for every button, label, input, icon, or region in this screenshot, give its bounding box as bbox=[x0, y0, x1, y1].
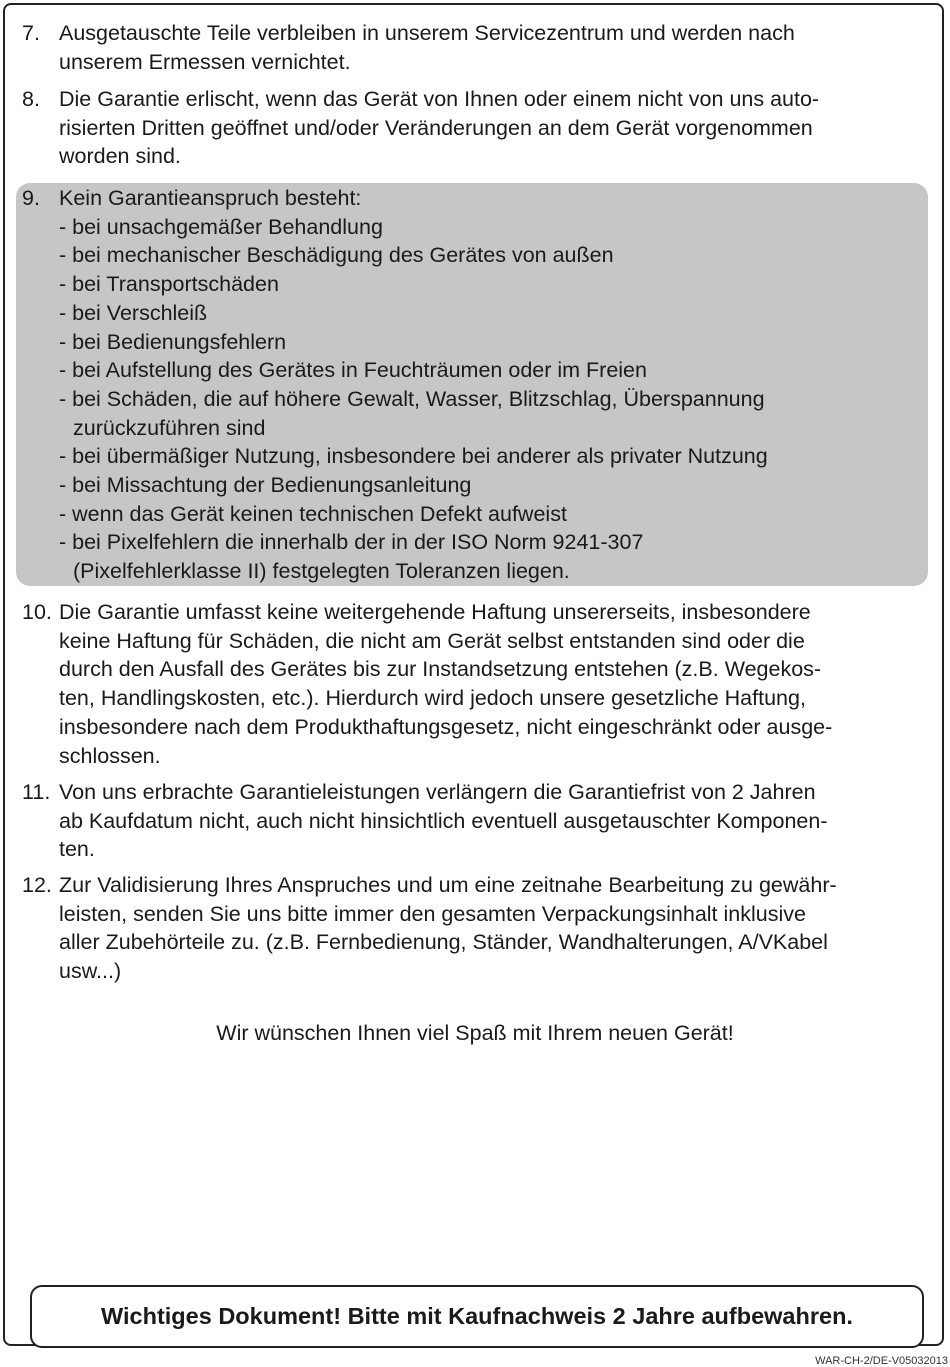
clause-line: Ausgetauschte Teile verbleiben in unserem Servicezentrum und werden nach bbox=[59, 21, 795, 45]
exclusion-item: - bei übermäßiger Nutzung, insbesondere bei anderer als privater Nutzung bbox=[59, 444, 768, 469]
clause-line: aller Zubehörteile zu. (z.B. Fernbedienung, Ständer, Wandhalterungen, A/VKabel bbox=[59, 930, 828, 955]
clause-8 bbox=[22, 85, 927, 171]
clause-line: ten. bbox=[59, 837, 95, 862]
important-notice-box bbox=[30, 1285, 924, 1348]
clause-number: 11. bbox=[22, 780, 51, 804]
clause-line: leisten, senden Sie uns bitte immer den gesamten Verpackungsinhalt inklusive bbox=[59, 901, 806, 926]
exclusion-item: - bei Pixelfehlern die innerhalb der in der ISO Norm 9241-307 bbox=[59, 530, 644, 555]
clause-heading: Kein Garantieanspruch besteht: bbox=[59, 186, 362, 210]
important-notice-text: Wichtiges Dokument! Bitte mit Kaufnachweis 2 Jahre aufbewahren. bbox=[101, 1303, 853, 1329]
exclusion-item-continued: (Pixelfehlerklasse II) festgelegten Toleranzen liegen. bbox=[73, 559, 570, 584]
clause-line: keine Haftung für Schäden, die nicht am Gerät selbst entstanden sind oder die bbox=[59, 628, 805, 653]
clause-11 bbox=[22, 778, 927, 864]
clause-line: Die Garantie erlischt, wenn das Gerät von Ihnen oder einem nicht von uns auto- bbox=[59, 87, 820, 111]
clause-12 bbox=[22, 871, 927, 986]
exclusion-item: - bei Transportschäden bbox=[59, 272, 279, 297]
clause-number: 8. bbox=[22, 87, 40, 111]
clause-line: schlossen. bbox=[59, 743, 161, 768]
clause-line: unserem Ermessen vernichtet. bbox=[59, 49, 351, 74]
closing-wish: Wir wünschen Ihnen viel Spaß mit Ihrem neuen Gerät! bbox=[216, 1021, 734, 1045]
clause-10 bbox=[22, 598, 927, 770]
clause-number: 12. bbox=[22, 873, 52, 897]
clause-number: 10. bbox=[22, 600, 52, 624]
clause-line: Zur Validisierung Ihres Anspruches und um eine zeitnahe Bearbeitung zu gewähr- bbox=[59, 873, 837, 897]
clause-9 bbox=[22, 184, 927, 586]
exclusion-item: - wenn das Gerät keinen technischen Defekt aufweist bbox=[59, 501, 567, 526]
exclusion-item: - bei Aufstellung des Gerätes in Feuchträumen oder im Freien bbox=[59, 358, 647, 383]
clause-number: 7. bbox=[22, 21, 40, 45]
exclusion-item: - bei unsachgemäßer Behandlung bbox=[59, 214, 383, 239]
exclusion-item-continued: zurückzuführen sind bbox=[73, 415, 266, 440]
exclusion-item: - bei Verschleiß bbox=[59, 300, 208, 325]
exclusion-item: - bei Bedienungsfehlern bbox=[59, 329, 287, 354]
clause-line: insbesondere nach dem Produkthaftungsgesetz, nicht eingeschränkt oder ausge- bbox=[59, 714, 833, 739]
clause-line: Die Garantie umfasst keine weitergehende Haftung unsererseits, insbesondere bbox=[59, 600, 811, 624]
clause-line: ten, Handlingskosten, etc.). Hierdurch wird jedoch unsere gesetzliche Haftung, bbox=[59, 686, 806, 711]
clause-line: usw...) bbox=[59, 959, 122, 984]
clause-line: ab Kaufdatum nicht, auch nicht hinsichtlich eventuell ausgetauschter Komponen- bbox=[59, 808, 828, 833]
clause-line: risierten Dritten geöffnet und/oder Veränderungen an dem Gerät vorgenommen bbox=[59, 115, 813, 140]
clause-line: Von uns erbrachte Garantieleistungen verlängern die Garantiefrist von 2 Jahren bbox=[59, 780, 816, 804]
clause-7 bbox=[22, 19, 927, 76]
exclusion-item: - bei Missachtung der Bedienungsanleitung bbox=[59, 473, 472, 498]
exclusion-item: - bei Schäden, die auf höhere Gewalt, Wasser, Blitzschlag, Überspannung bbox=[59, 386, 765, 411]
document-code: WAR-CH-2/DE-V05032013 bbox=[815, 1355, 948, 1367]
clause-number: 9. bbox=[22, 186, 40, 210]
clause-line: durch den Ausfall des Gerätes bis zur Instandsetzung entstehen (z.B. Wegekos- bbox=[59, 657, 822, 682]
clause-line: worden sind. bbox=[59, 144, 181, 169]
exclusion-item: - bei mechanischer Beschädigung des Gerätes von außen bbox=[59, 243, 614, 268]
